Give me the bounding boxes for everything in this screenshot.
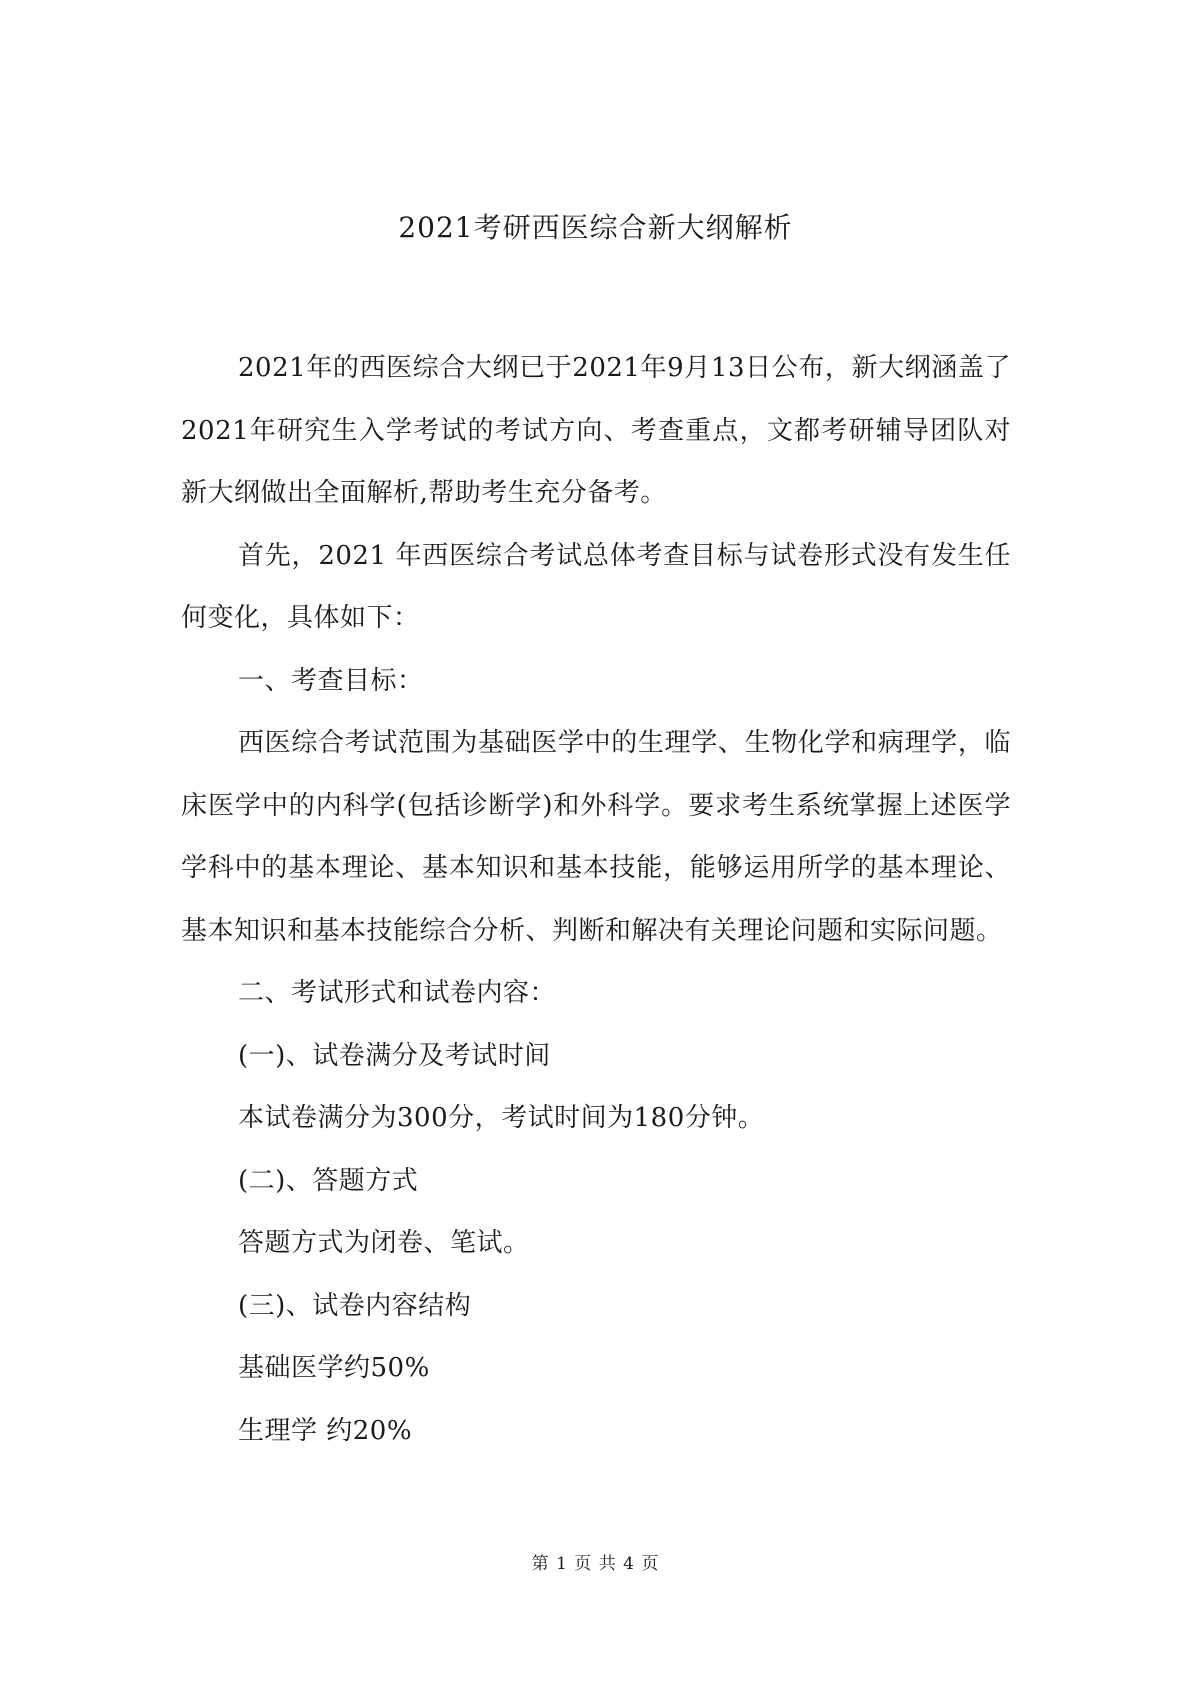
section-heading-format: 二、考试形式和试卷内容： — [238, 978, 557, 1008]
paragraph-intro: 2021年的西医综合大纲已于2021年9月13日公布，新大纲涵盖了2021年研究生入学考试的考试方向、考查重点，文都考研辅导团队对新大纲做出全面解析,帮助考生充分备考。 — [181, 353, 1011, 508]
paragraph-physiology: 生理学 约20% — [238, 1415, 413, 1446]
subheading-score-time: (一)、试卷满分及考试时间 — [238, 1040, 551, 1071]
paragraph-overview: 首先，2021 年西医综合考试总体考查目标与试卷形式没有发生任何变化，具体如下： — [181, 540, 1011, 633]
page-footer: 第 1 页 共 4 页 — [531, 1554, 660, 1574]
subheading-content-structure: (三)、试卷内容结构 — [238, 1290, 472, 1321]
paragraph-score-time: 本试卷满分为300分，考试时间为180分钟。 — [238, 1103, 765, 1133]
paragraph-answer-method: 答题方式为闭卷、笔试。 — [238, 1228, 530, 1258]
paragraph-basic-medicine: 基础医学约50% — [238, 1353, 430, 1383]
subheading-answer-method: (二)、答题方式 — [238, 1165, 419, 1196]
section-heading-objectives: 一、考查目标： — [238, 665, 424, 696]
document-title: 2021考研西医综合新大纲解析 — [398, 211, 793, 244]
paragraph-objectives: 西医综合考试范围为基础医学中的生理学、生物化学和病理学，临床医学中的内科学(包括诊断学)和外科学。要求考生系统掌握上述医学学科中的基本理论、基本知识和基本技能，能够运用所学的基本理论、基本知识和基本技能综合分析、判断和解决有关理论问题和实际问题。 — [181, 728, 1011, 946]
document-body — [181, 337, 1011, 1462]
